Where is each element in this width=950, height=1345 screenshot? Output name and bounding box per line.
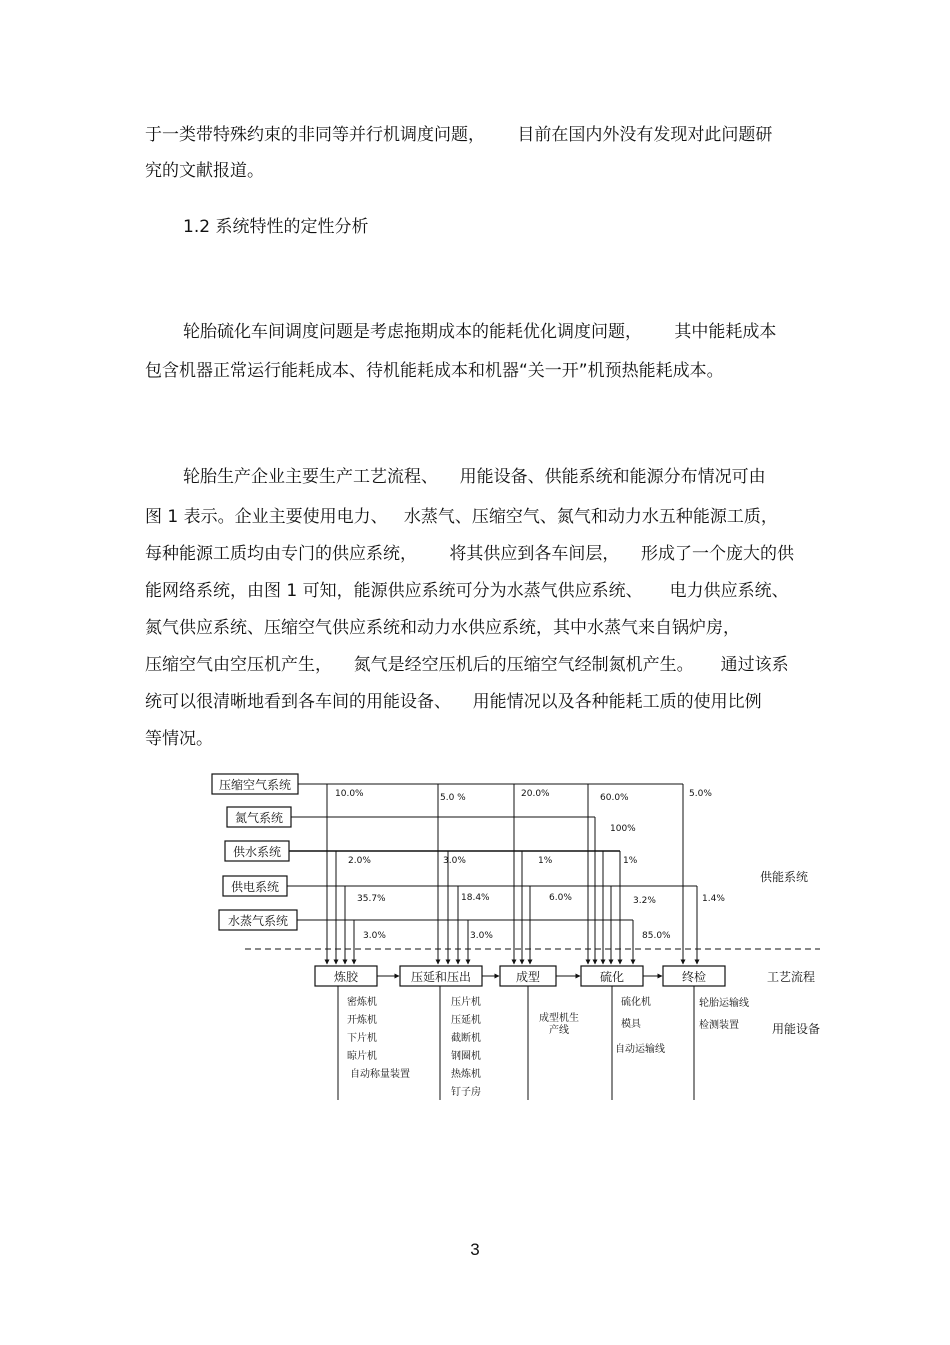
energy-line-7: 统可以很清晰地看到各车间的用能设备、 用能情况以及各种能耗工质的使用比例 xyxy=(145,692,762,712)
equip-mixing-4: 自动称量装置 xyxy=(350,1069,410,1080)
process-curing-box xyxy=(581,966,643,986)
pct-steam-mixing: 3.0% xyxy=(363,931,386,941)
equip-building-0: 成型机生 xyxy=(539,1013,579,1024)
process-calendering-box xyxy=(400,966,482,986)
intro-line-2: 究的文献报道。 xyxy=(145,161,264,181)
supply-nitrogen-label: 氮气系统 xyxy=(234,811,284,825)
pct-power-curing: 3.2% xyxy=(633,896,656,906)
equip-curing-0: 硫化机 xyxy=(621,997,651,1008)
cost-line-1: 轮胎硫化车间调度问题是考虑拖期成本的能耗优化调度问题， 其中能耗成本 xyxy=(183,322,777,342)
equip-calender-2: 截断机 xyxy=(451,1033,481,1044)
process-mixing-label: 炼胶 xyxy=(333,970,359,984)
section-heading: 1.2 系统特性的定性分析 xyxy=(183,217,369,237)
intro-line-1: 于一类带特殊约束的非同等并行机调度问题， 目前在国内外没有发现对此问题研 xyxy=(145,125,773,145)
equip-curing-2: 自动运输线 xyxy=(615,1044,665,1055)
label-supply-system: 供能系统 xyxy=(760,870,809,884)
process-mixing-box xyxy=(315,966,377,986)
equip-building-1: 产线 xyxy=(549,1025,569,1036)
supply-steam-box xyxy=(219,910,297,930)
supply-nitrogen-box xyxy=(227,807,291,827)
equip-calender-1: 压延机 xyxy=(451,1015,481,1026)
equip-calender-3: 钢圈机 xyxy=(451,1051,481,1062)
pct-power-mixing: 35.7% xyxy=(357,894,386,904)
supply-compressed-air-box xyxy=(212,774,298,794)
energy-line-6: 压缩空气由空压机产生， 氮气是经空压机后的压缩空气经制氮机产生。 通过该系 xyxy=(145,655,789,675)
pct-water-building: 1% xyxy=(538,856,553,866)
energy-flow-diagram xyxy=(205,765,845,1105)
energy-line-1: 轮胎生产企业主要生产工艺流程、 用能设备、供能系统和能源分布情况可由 xyxy=(183,467,766,487)
pct-air-inspection: 5.0% xyxy=(689,789,712,799)
energy-line-4: 能网络系统，由图 1 可知，能源供应系统可分为水蒸气供应系统、 电力供应系统、 xyxy=(145,581,789,601)
energy-line-5: 氮气供应系统、压缩空气供应系统和动力水供应系统，其中水蒸气来自锅炉房， xyxy=(145,618,740,638)
pct-air-mixing: 10.0% xyxy=(335,789,364,799)
pct-air-curing: 60.0% xyxy=(600,793,629,803)
supply-power-label: 供电系统 xyxy=(230,880,280,894)
equip-mixing-2: 下片机 xyxy=(347,1033,377,1044)
equip-inspection-1: 检测装置 xyxy=(699,1020,739,1031)
pct-water-mixing: 2.0% xyxy=(348,856,371,866)
pct-water-calender: 3.0% xyxy=(443,856,466,866)
energy-line-2: 图 1 表示。企业主要使用电力、 水蒸气、压缩空气、氮气和动力水五种能源工质， xyxy=(145,507,778,527)
supply-steam-label: 水蒸气系统 xyxy=(227,914,289,928)
equip-inspection-0: 轮胎运输线 xyxy=(699,998,749,1009)
equip-mixing-1: 开炼机 xyxy=(347,1015,377,1026)
pct-water-curing: 1% xyxy=(623,856,638,866)
process-inspection-box xyxy=(663,966,725,986)
pct-air-building: 20.0% xyxy=(521,789,550,799)
energy-line-3: 每种能源工质均由专门的供应系统， 将其供应到各车间层， 形成了一个庞大的供 xyxy=(145,544,795,564)
process-inspection-label: 终检 xyxy=(681,970,707,984)
supply-compressed-air-label: 压缩空气系统 xyxy=(218,778,292,792)
label-process-flow: 工艺流程 xyxy=(767,970,816,984)
supply-water-label: 供水系统 xyxy=(232,845,282,859)
pct-power-inspection: 1.4% xyxy=(702,894,725,904)
equip-mixing-3: 晾片机 xyxy=(347,1051,377,1062)
supply-power-box xyxy=(223,876,287,896)
pct-power-calender: 18.4% xyxy=(461,893,490,903)
equip-mixing-0: 密炼机 xyxy=(347,997,377,1008)
equip-calender-0: 压片机 xyxy=(451,997,481,1008)
pct-power-building: 6.0% xyxy=(549,893,572,903)
process-building-box xyxy=(500,966,556,986)
equip-curing-1: 模具 xyxy=(621,1019,641,1030)
pct-steam-calender: 3.0% xyxy=(470,931,493,941)
label-energy-equipment: 用能设备 xyxy=(772,1022,821,1036)
pct-nitrogen-curing: 100% xyxy=(610,824,636,834)
process-calendering-label: 压延和压出 xyxy=(410,970,472,984)
supply-water-box xyxy=(225,841,289,861)
energy-line-8: 等情况。 xyxy=(145,729,213,749)
cost-line-2: 包含机器正常运行能耗成本、待机能耗成本和机器“关一开”机预热能耗成本。 xyxy=(145,361,724,381)
equip-calender-5: 钉子房 xyxy=(451,1087,481,1098)
process-building-label: 成型 xyxy=(515,970,541,984)
equip-calender-4: 热炼机 xyxy=(451,1069,481,1080)
process-curing-label: 硫化 xyxy=(599,970,625,984)
pct-air-calender: 5.0 % xyxy=(440,793,466,803)
pct-steam-curing: 85.0% xyxy=(642,931,671,941)
page-number: 3 xyxy=(470,1240,480,1259)
